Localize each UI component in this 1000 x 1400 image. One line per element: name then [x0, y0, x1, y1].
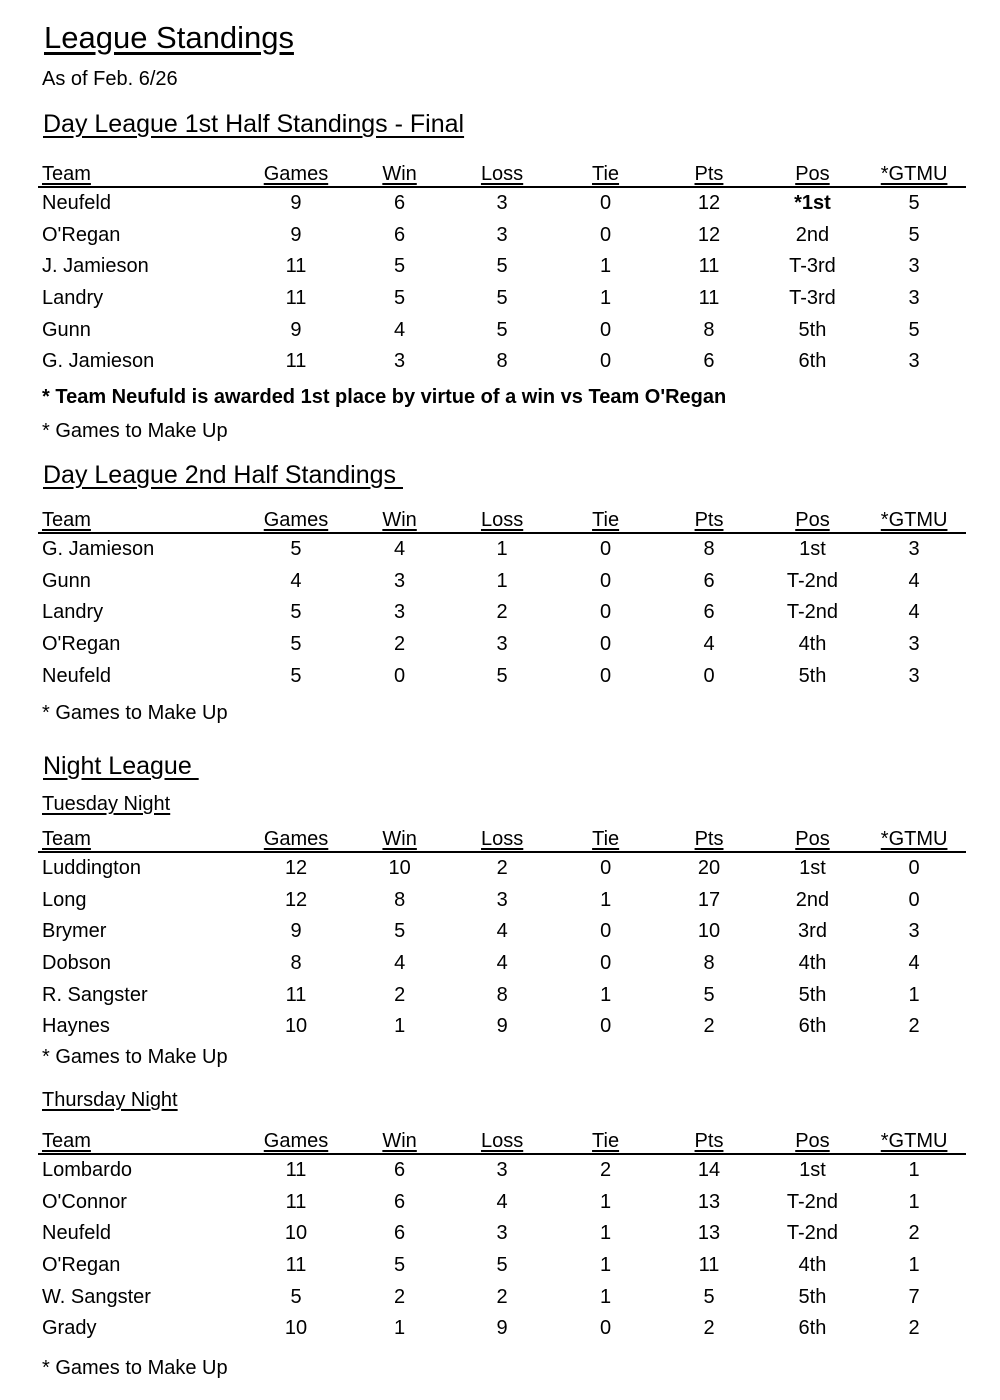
games-cell: 10	[284, 1317, 308, 1340]
table-row	[38, 597, 966, 629]
gtmu-cell: 2	[908, 1015, 920, 1038]
gtmu-cell: 0	[908, 857, 920, 880]
games-cell: 8	[290, 952, 302, 975]
gtmu-cell: 4	[908, 601, 920, 624]
team-cell: O'Regan	[42, 633, 121, 656]
tie-cell: 0	[599, 223, 612, 246]
tie-cell: 0	[600, 1015, 612, 1038]
tie-cell: 1	[600, 983, 612, 1006]
pts-cell: 11	[698, 255, 720, 278]
day-first-half-table	[38, 156, 966, 378]
win-cell: 5	[394, 1254, 406, 1277]
tie-cell: 0	[600, 857, 612, 880]
column-header-pts: Pts	[655, 821, 762, 852]
win-cell: 3	[394, 569, 406, 592]
column-header-loss: Loss	[448, 156, 556, 187]
games-to-make-up-note: * Games to Make Up	[42, 702, 228, 724]
win-cell: 4	[393, 318, 406, 341]
gtmu-cell: 3	[908, 350, 920, 373]
pts-cell: 13	[697, 1222, 721, 1245]
games-cell: 5	[290, 538, 302, 561]
loss-cell: 8	[496, 350, 508, 373]
tie-cell: 1	[600, 888, 612, 911]
pos-cell: *1st	[794, 192, 831, 215]
column-header-tie: Tie	[556, 821, 655, 852]
table-row	[38, 1154, 966, 1187]
column-header-pos: Pos	[763, 1123, 863, 1154]
loss-cell: 4	[496, 920, 508, 943]
pts-cell: 17	[697, 888, 721, 911]
team-cell: O'Regan	[42, 223, 121, 246]
loss-cell: 5	[496, 255, 508, 278]
column-header-win: Win	[351, 821, 449, 852]
table-row	[38, 533, 966, 566]
pts-cell: 6	[703, 569, 715, 592]
pts-cell: 11	[698, 287, 720, 310]
column-header-games: Games	[241, 1123, 351, 1154]
loss-cell: 5	[496, 664, 508, 687]
tie-cell: 0	[600, 664, 612, 687]
team-cell: J. Jamieson	[42, 255, 149, 278]
win-cell: 4	[394, 538, 406, 561]
loss-cell: 1	[496, 538, 508, 561]
pos-cell: T-2nd	[786, 601, 839, 624]
team-cell: Landry	[42, 601, 104, 624]
pts-cell: 6	[703, 601, 715, 624]
tie-cell: 1	[600, 1222, 612, 1245]
win-cell: 1	[394, 1015, 406, 1038]
column-header-games: Games	[241, 156, 351, 187]
tie-cell: 0	[599, 318, 612, 341]
column-header-games: Games	[241, 821, 351, 852]
pos-cell: 4th	[798, 952, 827, 975]
games-cell: 10	[284, 1015, 308, 1038]
pts-cell: 2	[703, 1317, 715, 1340]
table-row	[38, 885, 966, 917]
gtmu-cell: 5	[908, 318, 920, 341]
win-cell: 3	[393, 350, 406, 373]
loss-cell: 3	[496, 888, 508, 911]
pts-cell: 8	[703, 952, 715, 975]
team-cell: R. Sangster	[42, 983, 148, 1006]
gtmu-cell: 3	[908, 255, 920, 278]
loss-cell: 2	[496, 857, 508, 880]
pts-cell: 5	[703, 983, 715, 1006]
tie-cell: 0	[600, 569, 612, 592]
pos-cell: 6th	[798, 350, 827, 373]
pos-cell: T-2nd	[786, 1222, 839, 1245]
loss-cell: 2	[496, 1285, 508, 1308]
table-row	[38, 1218, 966, 1250]
column-header-pos: Pos	[763, 502, 863, 533]
loss-cell: 9	[496, 1015, 508, 1038]
table-row	[38, 629, 966, 661]
column-header-gtmu: *GTMU	[862, 502, 966, 533]
table-row	[38, 251, 966, 283]
pos-cell: 5th	[798, 983, 827, 1006]
games-cell: 9	[290, 223, 302, 246]
games-cell: 5	[290, 1285, 302, 1308]
win-cell: 2	[394, 633, 406, 656]
win-cell: 6	[394, 1190, 406, 1213]
games-cell: 11	[285, 255, 307, 278]
games-to-make-up-note: * Games to Make Up	[42, 1046, 228, 1068]
pos-cell: T-3rd	[789, 255, 836, 278]
tie-cell: 1	[599, 287, 612, 310]
team-cell: Neufeld	[42, 664, 111, 687]
pos-cell: T-2nd	[786, 1190, 839, 1213]
team-cell: Gunn	[42, 569, 91, 592]
win-cell: 5	[394, 920, 406, 943]
table-row	[38, 1011, 966, 1043]
table-row	[38, 1250, 966, 1282]
win-cell: 6	[394, 1159, 406, 1182]
pos-cell: T-3rd	[789, 287, 836, 310]
pts-cell: 13	[697, 1190, 721, 1213]
table-row	[38, 187, 966, 220]
pos-cell: 6th	[798, 1015, 827, 1038]
gtmu-cell: 3	[908, 920, 920, 943]
loss-cell: 3	[496, 192, 508, 215]
team-cell: Neufeld	[42, 1222, 111, 1245]
team-cell: Landry	[42, 287, 104, 310]
gtmu-cell: 3	[908, 633, 920, 656]
tie-cell: 0	[600, 538, 612, 561]
pts-cell: 11	[698, 1254, 720, 1277]
loss-cell: 4	[496, 1190, 508, 1213]
column-header-team: Team	[38, 821, 241, 852]
team-cell: O'Regan	[42, 1254, 121, 1277]
column-header-gtmu: *GTMU	[862, 821, 966, 852]
games-cell: 9	[290, 192, 302, 215]
pos-cell: 4th	[798, 633, 827, 656]
table-row	[38, 1281, 966, 1313]
pos-cell: 5th	[798, 664, 827, 687]
tuesday-night-table	[38, 821, 966, 1043]
pos-cell: 1st	[799, 538, 826, 561]
games-cell: 11	[285, 350, 307, 373]
win-cell: 3	[394, 601, 406, 624]
team-cell: W. Sangster	[42, 1285, 151, 1308]
column-header-loss: Loss	[448, 1123, 556, 1154]
pos-cell: 5th	[798, 318, 827, 341]
gtmu-cell: 7	[908, 1285, 920, 1308]
column-header-pts: Pts	[655, 156, 762, 187]
column-header-gtmu: *GTMU	[862, 1123, 966, 1154]
pos-cell: 4th	[798, 1254, 827, 1277]
page-title: League Standings	[44, 20, 294, 55]
team-cell: Gunn	[42, 318, 91, 341]
column-header-team: Team	[38, 1123, 241, 1154]
pts-cell: 20	[697, 857, 721, 880]
pts-cell: 0	[703, 664, 715, 687]
pts-cell: 6	[703, 350, 715, 373]
gtmu-cell: 1	[908, 1190, 920, 1213]
table-row	[38, 346, 966, 378]
table-header-row	[38, 1123, 966, 1154]
gtmu-cell: 5	[908, 223, 920, 246]
team-cell: Haynes	[42, 1015, 110, 1038]
column-header-pts: Pts	[655, 1123, 762, 1154]
column-header-pts: Pts	[655, 502, 762, 533]
column-header-loss: Loss	[448, 821, 556, 852]
tie-cell: 0	[600, 601, 612, 624]
team-cell: Long	[42, 888, 87, 911]
pts-cell: 4	[703, 633, 715, 656]
table-header-row	[38, 821, 966, 852]
gtmu-cell: 2	[908, 1222, 920, 1245]
pts-cell: 5	[703, 1285, 715, 1308]
table-header-row	[38, 156, 966, 187]
column-header-win: Win	[351, 156, 449, 187]
tie-cell: 2	[600, 1159, 612, 1182]
pos-cell: 6th	[798, 1317, 827, 1340]
win-cell: 2	[394, 1285, 406, 1308]
tuesday-night-title: Tuesday Night	[42, 793, 171, 815]
tie-cell: 1	[600, 1285, 612, 1308]
loss-cell: 4	[496, 952, 508, 975]
table-row	[38, 1313, 966, 1345]
table-body	[38, 852, 966, 1043]
gtmu-cell: 2	[908, 1317, 920, 1340]
team-cell: O'Connor	[42, 1190, 127, 1213]
column-header-win: Win	[351, 502, 449, 533]
pts-cell: 8	[703, 318, 715, 341]
win-cell: 1	[394, 1317, 406, 1340]
pts-cell: 8	[703, 538, 715, 561]
gtmu-cell: 1	[908, 1254, 920, 1277]
team-cell: Brymer	[42, 920, 107, 943]
day-first-half-title: Day League 1st Half Standings - Final	[43, 110, 465, 138]
team-cell: Grady	[42, 1317, 97, 1340]
win-cell: 5	[393, 255, 406, 278]
tie-cell: 0	[600, 952, 612, 975]
pts-cell: 2	[703, 1015, 715, 1038]
column-header-pos: Pos	[763, 156, 863, 187]
games-cell: 10	[284, 1222, 308, 1245]
tie-cell: 1	[599, 255, 612, 278]
win-cell: 10	[388, 857, 411, 880]
column-header-tie: Tie	[556, 1123, 655, 1154]
loss-cell: 1	[496, 569, 508, 592]
gtmu-cell: 3	[908, 287, 920, 310]
pos-cell: 1st	[799, 857, 826, 880]
win-cell: 8	[394, 888, 406, 911]
games-cell: 11	[285, 983, 307, 1006]
column-header-pos: Pos	[763, 821, 863, 852]
table-header-row	[38, 502, 966, 533]
games-cell: 4	[290, 569, 302, 592]
column-header-gtmu: *GTMU	[862, 156, 966, 187]
thursday-night-title: Thursday Night	[42, 1089, 178, 1111]
games-to-make-up-note: * Games to Make Up	[42, 420, 228, 442]
gtmu-cell: 1	[908, 1159, 920, 1182]
win-cell: 6	[394, 1222, 406, 1245]
thursday-night-table	[38, 1123, 966, 1345]
pos-cell: 3rd	[798, 920, 827, 943]
games-cell: 11	[285, 287, 307, 310]
pts-cell: 12	[697, 223, 721, 246]
tie-cell: 0	[600, 633, 612, 656]
games-cell: 11	[285, 1254, 307, 1277]
column-header-tie: Tie	[556, 156, 655, 187]
column-header-team: Team	[38, 502, 241, 533]
tie-cell: 0	[600, 1317, 612, 1340]
tie-cell: 0	[599, 192, 612, 215]
loss-cell: 9	[496, 1317, 508, 1340]
loss-cell: 8	[496, 983, 508, 1006]
gtmu-cell: 5	[908, 192, 920, 215]
games-cell: 12	[284, 888, 308, 911]
table-row	[38, 916, 966, 948]
loss-cell: 3	[496, 1222, 508, 1245]
loss-cell: 3	[496, 223, 508, 246]
gtmu-cell: 3	[908, 664, 920, 687]
day-second-half-table	[38, 502, 966, 692]
column-header-games: Games	[241, 502, 351, 533]
games-cell: 11	[285, 1190, 307, 1213]
games-cell: 5	[290, 601, 302, 624]
column-header-team: Team	[38, 156, 241, 187]
tie-cell: 0	[600, 920, 612, 943]
table-row	[38, 314, 966, 346]
table-row	[38, 660, 966, 692]
table-row	[38, 948, 966, 980]
table-row	[38, 220, 966, 252]
tie-cell: 1	[600, 1254, 612, 1277]
column-header-win: Win	[351, 1123, 449, 1154]
win-cell: 6	[393, 192, 406, 215]
pos-cell: 5th	[798, 1285, 827, 1308]
loss-cell: 3	[496, 1159, 508, 1182]
win-cell: 0	[394, 664, 406, 687]
loss-cell: 5	[496, 1254, 508, 1277]
games-cell: 11	[285, 1159, 307, 1182]
games-cell: 9	[290, 920, 302, 943]
games-cell: 5	[290, 664, 302, 687]
team-cell: G. Jamieson	[42, 350, 155, 373]
pts-cell: 10	[697, 920, 721, 943]
loss-cell: 3	[496, 633, 508, 656]
table-body	[38, 187, 966, 378]
column-header-tie: Tie	[556, 502, 655, 533]
table-row	[38, 979, 966, 1011]
games-cell: 5	[290, 633, 302, 656]
night-league-title: Night League	[43, 752, 199, 780]
pts-cell: 12	[697, 192, 721, 215]
win-cell: 6	[393, 223, 406, 246]
team-cell: Dobson	[42, 952, 111, 975]
tiebreak-note: * Team Neufuld is awarded 1st place by virtue of a win vs Team O'Regan	[42, 386, 727, 408]
games-cell: 9	[290, 318, 302, 341]
table-row	[38, 852, 966, 885]
loss-cell: 5	[496, 287, 508, 310]
win-cell: 4	[394, 952, 406, 975]
table-body	[38, 533, 966, 692]
gtmu-cell: 0	[908, 888, 920, 911]
win-cell: 2	[394, 983, 406, 1006]
pos-cell: 1st	[799, 1159, 826, 1182]
pos-cell: 2nd	[795, 888, 830, 911]
loss-cell: 5	[496, 318, 508, 341]
column-header-loss: Loss	[448, 502, 556, 533]
table-row	[38, 283, 966, 315]
games-to-make-up-note: * Games to Make Up	[42, 1357, 228, 1379]
table-body	[38, 1154, 966, 1345]
win-cell: 5	[393, 287, 406, 310]
team-cell: G. Jamieson	[42, 538, 155, 561]
tie-cell: 1	[600, 1190, 612, 1213]
table-row	[38, 1187, 966, 1219]
team-cell: Lombardo	[42, 1159, 133, 1182]
gtmu-cell: 4	[908, 569, 920, 592]
games-cell: 12	[284, 857, 308, 880]
tie-cell: 0	[599, 350, 612, 373]
team-cell: Neufeld	[42, 192, 111, 215]
gtmu-cell: 3	[908, 538, 920, 561]
gtmu-cell: 1	[908, 983, 920, 1006]
pos-cell: 2nd	[795, 223, 830, 246]
pos-cell: T-2nd	[786, 569, 839, 592]
table-row	[38, 566, 966, 598]
as-of-date: As of Feb. 6/26	[42, 68, 178, 90]
loss-cell: 2	[496, 601, 508, 624]
team-cell: Luddington	[42, 857, 141, 880]
day-second-half-title: Day League 2nd Half Standings	[43, 461, 403, 489]
gtmu-cell: 4	[908, 952, 920, 975]
pts-cell: 14	[697, 1159, 721, 1182]
